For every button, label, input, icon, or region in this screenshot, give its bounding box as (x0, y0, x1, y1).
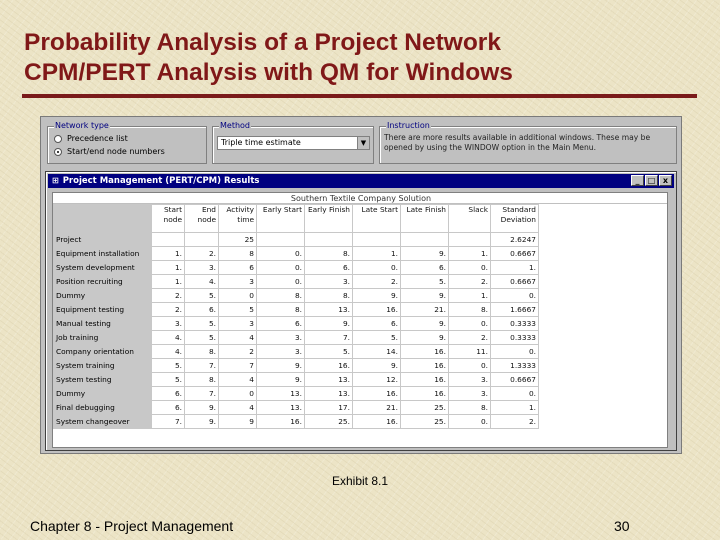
window-title: Project Management (PERT/CPM) Results (62, 176, 260, 186)
column-header: Early Start (257, 205, 305, 233)
column-header: Late Finish (401, 205, 449, 233)
title-divider (22, 94, 697, 98)
table-cell[interactable]: 3 (219, 275, 257, 289)
column-header: Slack (449, 205, 491, 233)
column-header: Early Finish (305, 205, 353, 233)
table-cell[interactable] (449, 233, 491, 247)
network-type-group (47, 121, 207, 164)
row-label: System development (54, 261, 152, 275)
method-dropdown[interactable] (217, 136, 370, 150)
row-label: Equipment installation (54, 247, 152, 261)
table-cell[interactable]: 8. (449, 401, 491, 415)
table-cell[interactable]: 8 (219, 247, 257, 261)
column-header: Late Start (353, 205, 401, 233)
table-cell[interactable]: 3. (257, 331, 305, 345)
table-cell[interactable]: 14. (353, 345, 401, 359)
input-panel (41, 117, 681, 169)
table-cell[interactable]: 0 (219, 387, 257, 401)
qm-app-icon: ⊞ (52, 176, 59, 185)
table-cell[interactable] (401, 233, 449, 247)
table-cell[interactable]: 7. (305, 331, 353, 345)
table-cell[interactable]: 12. (353, 373, 401, 387)
table-cell[interactable]: 5. (152, 359, 185, 373)
table-row (54, 289, 539, 303)
table-cell[interactable]: 8. (257, 289, 305, 303)
row-label: Project (54, 233, 152, 247)
table-cell[interactable]: 16. (401, 387, 449, 401)
table-row (54, 317, 539, 331)
table-cell[interactable]: 1. (152, 247, 185, 261)
results-caption: Southern Textile Company Solution (53, 193, 668, 204)
table-cell[interactable]: 2. (353, 275, 401, 289)
column-header: Activity time (219, 205, 257, 233)
table-cell[interactable]: 3. (449, 373, 491, 387)
table-cell[interactable]: 16. (257, 415, 305, 429)
table-cell[interactable]: 3 (219, 317, 257, 331)
row-label: Dummy (54, 387, 152, 401)
row-label: Manual testing (54, 317, 152, 331)
table-cell[interactable]: 4 (219, 331, 257, 345)
chevron-down-icon[interactable]: ▼ (357, 137, 369, 149)
table-cell[interactable] (185, 233, 219, 247)
table-cell[interactable]: 3. (152, 317, 185, 331)
table-cell[interactable]: 16. (401, 345, 449, 359)
table-cell[interactable]: 25. (305, 415, 353, 429)
table-cell[interactable]: 7 (219, 359, 257, 373)
table-cell[interactable]: 5 (219, 303, 257, 317)
table-cell[interactable]: 4. (185, 275, 219, 289)
chapter-footer: Chapter 8 - Project Management (30, 518, 234, 534)
table-cell[interactable]: 25 (219, 233, 257, 247)
table-row (54, 331, 539, 345)
column-header: End node (185, 205, 219, 233)
table-cell[interactable]: 9. (257, 373, 305, 387)
table-cell[interactable]: 5. (401, 275, 449, 289)
table-cell[interactable]: 0 (219, 289, 257, 303)
table-cell[interactable]: 5. (152, 373, 185, 387)
window-titlebar[interactable] (48, 174, 674, 188)
table-row (54, 401, 539, 415)
table-cell[interactable]: 9. (353, 359, 401, 373)
table-cell[interactable]: 6. (305, 261, 353, 275)
slide-title (24, 28, 704, 88)
row-label: Final debugging (54, 401, 152, 415)
table-cell[interactable]: 9. (185, 401, 219, 415)
table-cell[interactable]: 6. (152, 387, 185, 401)
table-row (54, 303, 539, 317)
row-label: System testing (54, 373, 152, 387)
table-cell[interactable]: 1. (449, 247, 491, 261)
table-cell[interactable]: 16. (401, 373, 449, 387)
table-cell[interactable]: 1. (152, 275, 185, 289)
minimize-button[interactable]: _ (631, 175, 644, 186)
table-cell[interactable]: 9. (401, 317, 449, 331)
table-cell[interactable]: 1.3333 (491, 359, 539, 373)
column-header: Start node (152, 205, 185, 233)
table-cell[interactable]: 2 (219, 345, 257, 359)
qm-screenshot (40, 116, 682, 454)
table-cell[interactable]: 8. (185, 373, 219, 387)
table-cell[interactable]: 4 (219, 401, 257, 415)
results-window (45, 171, 677, 451)
table-cell[interactable]: 2. (449, 275, 491, 289)
table-cell[interactable]: 0.3333 (491, 317, 539, 331)
radio-label: Start/end node numbers (67, 147, 165, 156)
slide-title-line2: CPM/PERT Analysis with QM for Windows (24, 59, 513, 86)
table-cell[interactable]: 9. (401, 289, 449, 303)
row-label: Company orientation (54, 345, 152, 359)
table-cell[interactable]: 1.6667 (491, 303, 539, 317)
radio-selected-icon[interactable] (54, 148, 62, 156)
table-cell[interactable]: 4. (152, 331, 185, 345)
table-cell[interactable]: 3. (449, 387, 491, 401)
method-selected-value: Triple time estimate (221, 138, 301, 147)
table-cell[interactable]: 1. (491, 261, 539, 275)
table-cell[interactable]: 2. (491, 415, 539, 429)
table-cell[interactable] (152, 233, 185, 247)
table-cell[interactable]: 7. (152, 415, 185, 429)
table-cell[interactable]: 0. (491, 345, 539, 359)
table-header-row (54, 205, 539, 233)
row-label: Job training (54, 331, 152, 345)
table-cell[interactable]: 6 (219, 261, 257, 275)
table-cell[interactable]: 2. (152, 303, 185, 317)
table-cell[interactable]: 9. (257, 359, 305, 373)
table-row (54, 345, 539, 359)
table-cell[interactable]: 4. (152, 345, 185, 359)
row-header-corner (54, 205, 152, 233)
table-cell[interactable]: 6. (401, 261, 449, 275)
table-cell[interactable]: 8. (185, 345, 219, 359)
table-cell[interactable]: 13. (257, 401, 305, 415)
table-cell[interactable]: 11. (449, 345, 491, 359)
table-cell[interactable]: 16. (353, 415, 401, 429)
table-cell[interactable]: 8. (305, 247, 353, 261)
table-cell[interactable]: 13. (305, 387, 353, 401)
table-row (54, 415, 539, 429)
table-cell[interactable]: 0. (257, 275, 305, 289)
table-cell[interactable]: 0.6667 (491, 275, 539, 289)
method-group (212, 121, 374, 164)
table-cell[interactable]: 9. (185, 415, 219, 429)
table-cell[interactable]: 7. (185, 387, 219, 401)
table-cell[interactable]: 0. (491, 387, 539, 401)
table-cell[interactable]: 5. (305, 345, 353, 359)
table-row (54, 387, 539, 401)
table-cell[interactable] (257, 233, 305, 247)
table-cell[interactable]: 5. (185, 289, 219, 303)
table-cell[interactable]: 1. (491, 401, 539, 415)
slide-title-line1: Probability Analysis of a Project Network (24, 29, 501, 56)
row-label: System training (54, 359, 152, 373)
table-cell[interactable]: 0.6667 (491, 247, 539, 261)
page-number: 30 (614, 518, 630, 534)
radio-precedence-list[interactable] (54, 134, 128, 144)
table-row (54, 359, 539, 373)
table-cell[interactable]: 13. (257, 387, 305, 401)
window-controls (631, 175, 672, 186)
instruction-legend: Instruction (387, 121, 430, 130)
row-label: Position recruiting (54, 275, 152, 289)
close-button[interactable]: x (659, 175, 672, 186)
exhibit-label: Exhibit 8.1 (331, 474, 389, 488)
table-cell[interactable]: 5. (185, 331, 219, 345)
table-cell[interactable]: 0. (257, 247, 305, 261)
table-row (54, 373, 539, 387)
table-cell[interactable]: 0. (449, 359, 491, 373)
table-row (54, 261, 539, 275)
table-cell[interactable]: 1. (353, 247, 401, 261)
row-label: System changeover (54, 415, 152, 429)
table-cell[interactable]: 8. (449, 303, 491, 317)
table-cell[interactable]: 3. (305, 275, 353, 289)
table-cell[interactable]: 0. (257, 261, 305, 275)
maximize-button[interactable]: □ (645, 175, 658, 186)
table-cell[interactable]: 6. (152, 401, 185, 415)
table-cell[interactable]: 0. (449, 415, 491, 429)
table-cell[interactable]: 8. (305, 289, 353, 303)
table-cell[interactable]: 9. (305, 317, 353, 331)
table-cell[interactable]: 17. (305, 401, 353, 415)
table-cell[interactable]: 25. (401, 401, 449, 415)
network-type-legend: Network type (55, 121, 109, 130)
table-cell[interactable]: 16. (305, 359, 353, 373)
table-cell[interactable]: 2.6247 (491, 233, 539, 247)
table-cell[interactable]: 5. (353, 331, 401, 345)
table-cell[interactable]: 9. (401, 247, 449, 261)
radio-start-end-node[interactable] (54, 147, 165, 157)
table-cell[interactable]: 8. (257, 303, 305, 317)
table-row (54, 275, 539, 289)
table-cell[interactable]: 2. (185, 247, 219, 261)
radio-label: Precedence list (67, 134, 128, 143)
table-cell[interactable]: 21. (401, 303, 449, 317)
table-cell[interactable]: 9. (353, 289, 401, 303)
table-cell[interactable]: 0.6667 (491, 373, 539, 387)
table-cell[interactable]: 16. (353, 303, 401, 317)
results-grid (52, 192, 668, 448)
row-label: Dummy (54, 289, 152, 303)
table-cell[interactable]: 13. (305, 373, 353, 387)
method-legend: Method (220, 121, 251, 130)
table-cell[interactable]: 1. (152, 261, 185, 275)
table-cell[interactable]: 6. (257, 317, 305, 331)
table-row (54, 233, 539, 247)
table-cell[interactable]: 13. (305, 303, 353, 317)
table-cell[interactable]: 4 (219, 373, 257, 387)
table-cell[interactable]: 9 (219, 415, 257, 429)
results-table (53, 204, 539, 429)
table-cell[interactable]: 16. (353, 387, 401, 401)
instruction-group (379, 121, 677, 164)
table-cell[interactable]: 0. (449, 261, 491, 275)
table-cell[interactable]: 0.3333 (491, 331, 539, 345)
table-cell[interactable]: 16. (401, 359, 449, 373)
column-header: Standard Deviation (491, 205, 539, 233)
table-cell[interactable]: 5. (185, 317, 219, 331)
table-cell[interactable]: 3. (257, 345, 305, 359)
table-cell[interactable]: 6. (353, 317, 401, 331)
table-cell[interactable]: 21. (353, 401, 401, 415)
table-cell[interactable]: 0. (491, 289, 539, 303)
table-cell[interactable] (353, 233, 401, 247)
table-cell[interactable]: 6. (185, 303, 219, 317)
table-cell[interactable]: 2. (152, 289, 185, 303)
instruction-text: There are more results available in additional windows. These may be opened by using the WINDOW option in the Main Menu. (384, 133, 651, 152)
radio-icon[interactable] (54, 135, 62, 143)
table-cell[interactable]: 7. (185, 359, 219, 373)
table-row (54, 247, 539, 261)
table-cell[interactable]: 1. (449, 289, 491, 303)
table-cell[interactable]: 0. (449, 317, 491, 331)
table-cell[interactable] (305, 233, 353, 247)
table-cell[interactable]: 2. (449, 331, 491, 345)
table-cell[interactable]: 0. (353, 261, 401, 275)
table-cell[interactable]: 9. (401, 331, 449, 345)
table-cell[interactable]: 25. (401, 415, 449, 429)
table-cell[interactable]: 3. (185, 261, 219, 275)
row-label: Equipment testing (54, 303, 152, 317)
